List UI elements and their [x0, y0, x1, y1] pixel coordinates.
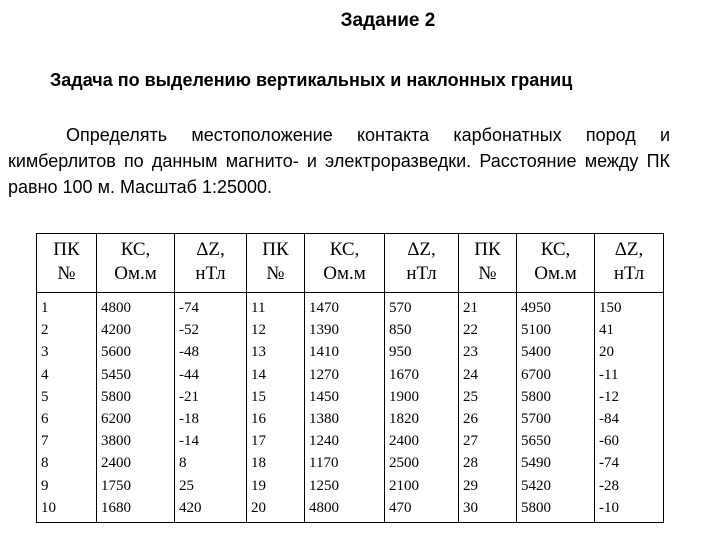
- table-cell: 21: [459, 293, 517, 320]
- table-cell: 6200: [97, 408, 175, 430]
- table-cell: 6: [37, 408, 97, 430]
- table-cell: 1170: [305, 452, 385, 474]
- header-label: ΔZ,: [614, 239, 644, 260]
- table-cell: 4950: [517, 293, 595, 320]
- table-row: [37, 319, 664, 341]
- table-cell: 1380: [305, 408, 385, 430]
- table-cell: -60: [595, 430, 664, 452]
- table-cell: 1270: [305, 364, 385, 386]
- header-unit: Ом.м: [323, 263, 366, 284]
- table-cell: 1680: [97, 497, 175, 523]
- table-cell: 1250: [305, 475, 385, 497]
- table-cell: 1390: [305, 319, 385, 341]
- table-header-cell: [385, 234, 459, 293]
- table-cell: 1670: [385, 364, 459, 386]
- header-unit: нТл: [195, 263, 226, 284]
- header-label: КС,: [329, 239, 360, 260]
- header-unit: нТл: [406, 263, 437, 284]
- table-row: [37, 364, 664, 386]
- table-header-cell: [305, 234, 385, 293]
- table-cell: 4800: [97, 293, 175, 320]
- table-cell: 13: [247, 341, 305, 363]
- header-label: КС,: [540, 239, 571, 260]
- table-body: [37, 293, 664, 523]
- header-unit: Ом.м: [534, 263, 577, 284]
- table-cell: 20: [247, 497, 305, 523]
- table-cell: -18: [175, 408, 247, 430]
- table-cell: 1240: [305, 430, 385, 452]
- table-cell: -10: [595, 497, 664, 523]
- table-row: [37, 430, 664, 452]
- header-label: ΔZ,: [407, 239, 436, 260]
- table-cell: 8: [37, 452, 97, 474]
- table-cell: 15: [247, 386, 305, 408]
- table-cell: 5490: [517, 452, 595, 474]
- table-cell: 1820: [385, 408, 459, 430]
- header-label: ПК: [474, 239, 501, 260]
- table-cell: 25: [459, 386, 517, 408]
- task-title: Задание 2: [340, 10, 436, 31]
- table-cell: 14: [247, 364, 305, 386]
- table-header-cell: [247, 234, 305, 293]
- table-header-cell: [97, 234, 175, 293]
- table-cell: 9: [37, 475, 97, 497]
- header-label: КС,: [120, 239, 151, 260]
- header-label: ΔZ,: [196, 239, 225, 260]
- table-cell: -21: [175, 386, 247, 408]
- data-table: [36, 233, 664, 523]
- table-cell: -11: [595, 364, 664, 386]
- table-cell: 5600: [97, 341, 175, 363]
- table-cell: 27: [459, 430, 517, 452]
- table-cell: 2: [37, 319, 97, 341]
- table-cell: 1470: [305, 293, 385, 320]
- header-unit: №: [266, 263, 285, 284]
- table-cell: 5: [37, 386, 97, 408]
- header-unit: №: [478, 263, 497, 284]
- header-label: ПК: [262, 239, 289, 260]
- table-row: [37, 408, 664, 430]
- table-cell: 5800: [517, 497, 595, 523]
- header-label: ПК: [53, 239, 80, 260]
- table-cell: 5420: [517, 475, 595, 497]
- table-row: [37, 386, 664, 408]
- table-cell: 5700: [517, 408, 595, 430]
- table-cell: 2100: [385, 475, 459, 497]
- table-cell: 2400: [385, 430, 459, 452]
- table-cell: 18: [247, 452, 305, 474]
- table-cell: 2400: [97, 452, 175, 474]
- table-cell: 850: [385, 319, 459, 341]
- table-cell: 4800: [305, 497, 385, 523]
- table-cell: -74: [175, 293, 247, 320]
- table-cell: -14: [175, 430, 247, 452]
- table-cell: -74: [595, 452, 664, 474]
- table-cell: 3800: [97, 430, 175, 452]
- table-cell: -48: [175, 341, 247, 363]
- table-cell: 4200: [97, 319, 175, 341]
- table-cell: 5400: [517, 341, 595, 363]
- table-cell: 29: [459, 475, 517, 497]
- table-row: [37, 475, 664, 497]
- table-cell: 5800: [517, 386, 595, 408]
- table-cell: 470: [385, 497, 459, 523]
- table-cell: 12: [247, 319, 305, 341]
- table-cell: 420: [175, 497, 247, 523]
- table-cell: 7: [37, 430, 97, 452]
- table-header-cell: [37, 234, 97, 293]
- table-cell: -12: [595, 386, 664, 408]
- table-cell: 570: [385, 293, 459, 320]
- table-cell: 5100: [517, 319, 595, 341]
- header-unit: Ом.м: [114, 263, 157, 284]
- table-cell: 1: [37, 293, 97, 320]
- header-unit: нТл: [613, 263, 645, 284]
- table-header-cell: [459, 234, 517, 293]
- table-row: [37, 452, 664, 474]
- table-cell: 1410: [305, 341, 385, 363]
- table-cell: 5800: [97, 386, 175, 408]
- table-cell: 20: [595, 341, 664, 363]
- task-subtitle: Задача по выделению вертикальных и наклонных границ: [50, 70, 573, 90]
- table-cell: 1450: [305, 386, 385, 408]
- table-row: [37, 293, 664, 320]
- table-cell: 24: [459, 364, 517, 386]
- table-cell: 5650: [517, 430, 595, 452]
- table-row: [37, 341, 664, 363]
- table-cell: 3: [37, 341, 97, 363]
- table-header-row: [37, 234, 664, 293]
- table-cell: 26: [459, 408, 517, 430]
- table-cell: -52: [175, 319, 247, 341]
- table-cell: 30: [459, 497, 517, 523]
- table-cell: -84: [595, 408, 664, 430]
- table-cell: 950: [385, 341, 459, 363]
- table-cell: 10: [37, 497, 97, 523]
- table-cell: 17: [247, 430, 305, 452]
- table-cell: 6700: [517, 364, 595, 386]
- table-cell: -28: [595, 475, 664, 497]
- table-cell: 2500: [385, 452, 459, 474]
- table-cell: 5450: [97, 364, 175, 386]
- table-cell: 19: [247, 475, 305, 497]
- table-cell: 8: [175, 452, 247, 474]
- table-cell: 1750: [97, 475, 175, 497]
- task-description: Определять местоположение контакта карбонатных пород и кимберлитов по данным магнито- и электроразведки. Расстояние между ПК равно 100 м. Масштаб 1:25000.: [8, 125, 670, 197]
- table-cell: 150: [595, 293, 664, 320]
- header-unit: №: [57, 263, 76, 284]
- table-cell: 23: [459, 341, 517, 363]
- table-cell: 28: [459, 452, 517, 474]
- table-header-cell: [517, 234, 595, 293]
- table-cell: 1900: [385, 386, 459, 408]
- table-row: [37, 497, 664, 523]
- table-header-cell: [595, 234, 664, 293]
- table-cell: 25: [175, 475, 247, 497]
- table-cell: 4: [37, 364, 97, 386]
- table-cell: 11: [247, 293, 305, 320]
- table-cell: 41: [595, 319, 664, 341]
- table-cell: -44: [175, 364, 247, 386]
- table-header-cell: [175, 234, 247, 293]
- table-cell: 22: [459, 319, 517, 341]
- table-cell: 16: [247, 408, 305, 430]
